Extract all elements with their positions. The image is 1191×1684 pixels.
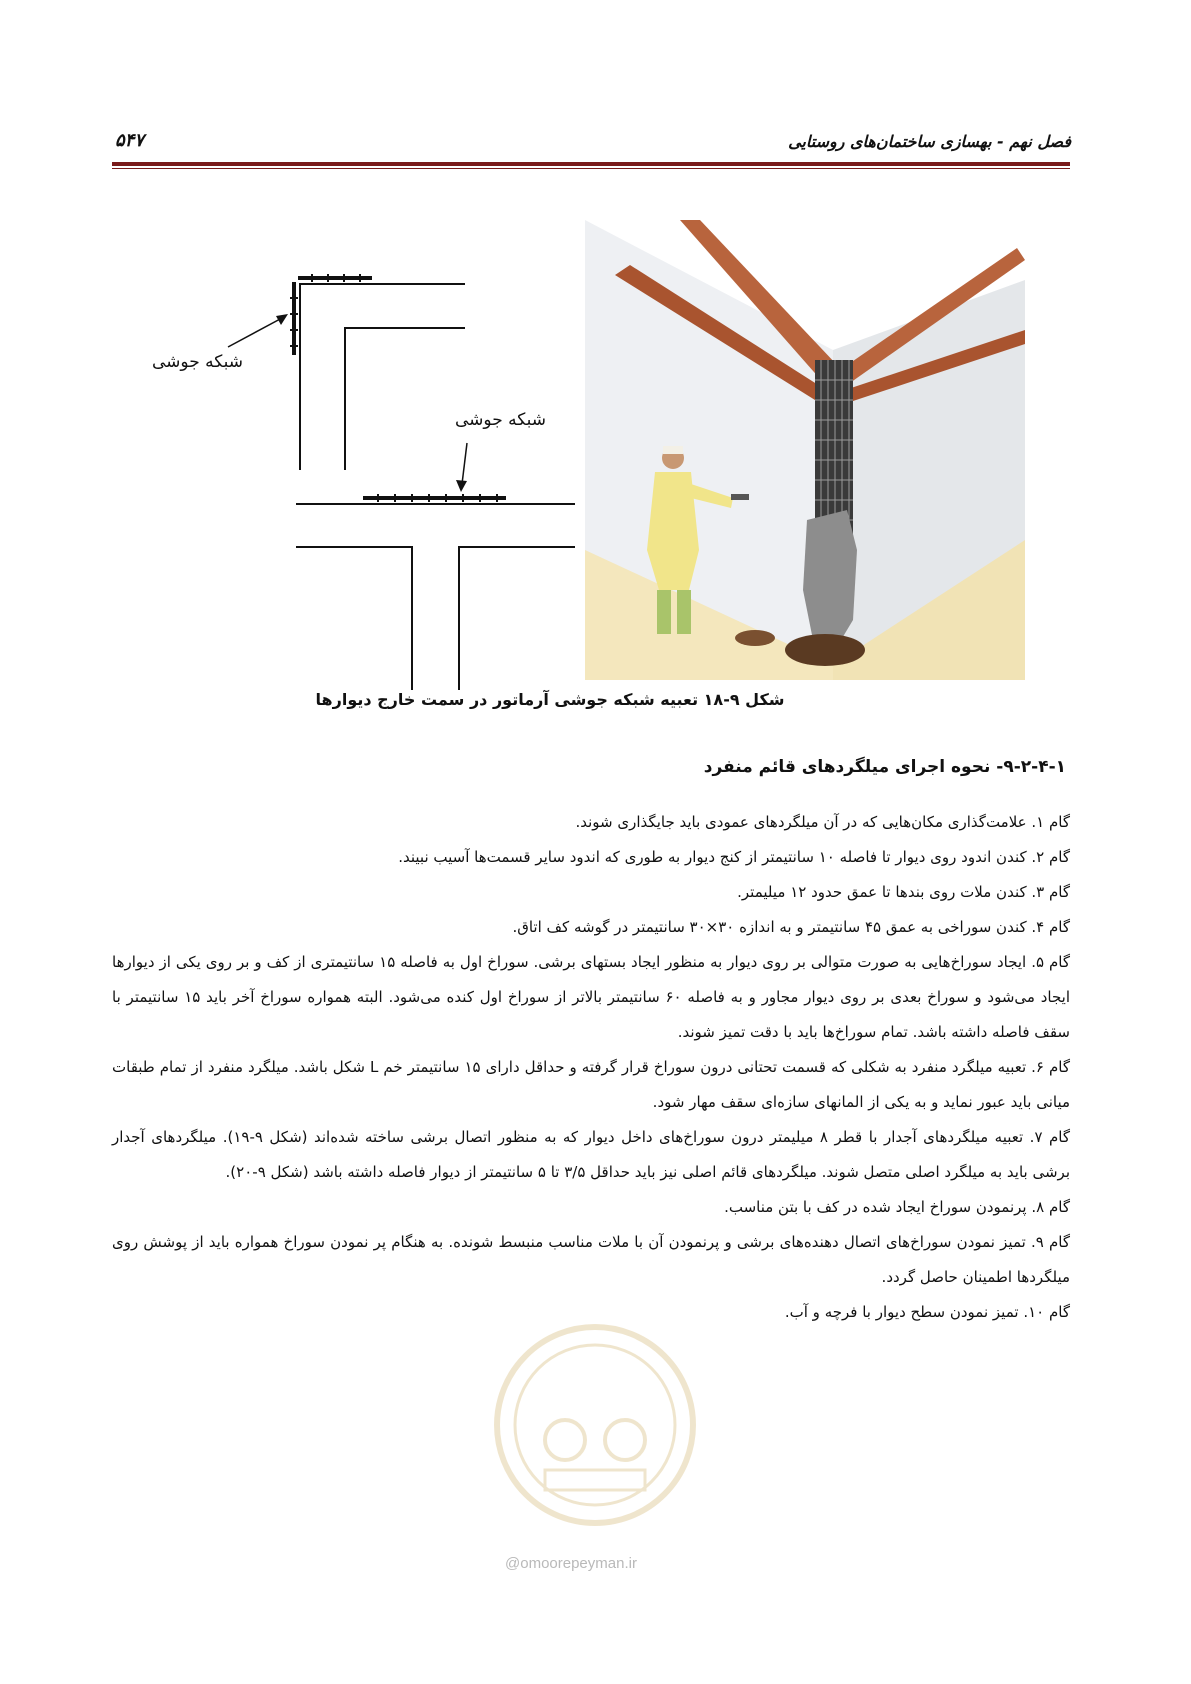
watermark-url: @omoorepeyman.ir: [505, 1555, 637, 1572]
section-heading: ۹-۲-۴-۱- نحوه اجرای میلگردهای قائم منفرد: [703, 757, 1066, 777]
step-paragraph: گام ۱. علامت‌گذاری مکان‌هایی که در آن میلگردهای عمودی باید جایگذاری شوند.: [575, 813, 1070, 831]
page-number: ۵۴۷: [115, 130, 145, 151]
mesh-label-top: شبکه جوشی: [152, 352, 243, 372]
step-paragraph: گام ۳. کندن ملات روی بندها تا عمق حدود ۱۲ میلیمتر.: [737, 883, 1070, 901]
figure-caption: شکل ۹-۱۸ تعبیه شبکه جوشی آرماتور در سمت خارج دیوارها: [315, 690, 785, 709]
step-paragraph: گام ۹. تمیز نمودن سوراخ‌های اتصال دهنده‌های برشی و پرنمودن آن با ملات مناسب منبسط شونده. به هنگام پر نمودن سوراخ همواره باید از پوشش روی میلگردها اطمینان حاصل گردد.: [112, 1233, 1070, 1286]
step-paragraph: گام ۵. ایجاد سوراخ‌هایی به صورت متوالی بر روی دیوار به منظور ایجاد بستهای برشی. سوراخ اول به فاصله ۱۵ سانتیمتری از کف و بر روی یکی از دیوارها ایجاد می‌شود و سوراخ بعدی بر روی دیوار مجاور و به فاصله ۶۰ سانتیمتر بالاتر از سوراخ اول کنده می‌شود. البته همواره سوراخ آخر باید ۱۵ سانتیمتر با سقف فاصله داشته باشد. تمام سوراخ‌ها باید با دقت تمیز شوند.: [112, 953, 1071, 1041]
mesh-label-middle: شبکه جوشی: [455, 410, 546, 430]
step-paragraph: گام ۶. تعبیه میلگرد منفرد به شکلی که قسمت تحتانی درون سوراخ قرار گرفته و حداقل دارای ۱۵ سانتیمتر خم L شکل باشد. میلگرد منفرد از تمام طبقات میانی باید عبور نماید و به یکی از المانهای سازه‌ای سقف مهار شود.: [112, 1058, 1070, 1111]
step-paragraph: گام ۲. کندن اندود روی دیوار تا فاصله ۱۰ سانتیمتر از کنج دیوار به طوری که اندود سایر قسمت‌ها آسیب نبیند.: [398, 848, 1070, 866]
worker-illustration: [585, 220, 1025, 680]
step-paragraph: گام ۴. کندن سوراخی به عمق ۴۵ سانتیمتر و به اندازه ۳۰×۳۰ سانتیمتر در گوشه کف اتاق.: [512, 918, 1070, 936]
steps-list: [112, 805, 1070, 1330]
watermark-seal: [490, 1320, 700, 1530]
step-paragraph: گام ۱۰. تمیز نمودن سطح دیوار با فرچه و آب.: [784, 1303, 1070, 1321]
chapter-title: فصل نهم - بهسازی ساختمان‌های روستایی: [788, 132, 1071, 151]
step-paragraph: گام ۷. تعبیه میلگردهای آجدار با قطر ۸ میلیمتر درون سوراخ‌های داخل دیوار که به منظور اتصال برشی ساخته شده‌اند (شکل ۹-۱۹). میلگردهای آجدار برشی باید به میلگرد اصلی متصل شوند. میلگردهای قائم اصلی نیز باید حداقل ۳/۵ تا ۵ سانتیمتر از دیوار فاصله داشته باشد (شکل ۹-۲۰).: [112, 1128, 1070, 1181]
step-paragraph: گام ۸. پرنمودن سوراخ ایجاد شده در کف با بتن مناسب.: [724, 1198, 1070, 1216]
